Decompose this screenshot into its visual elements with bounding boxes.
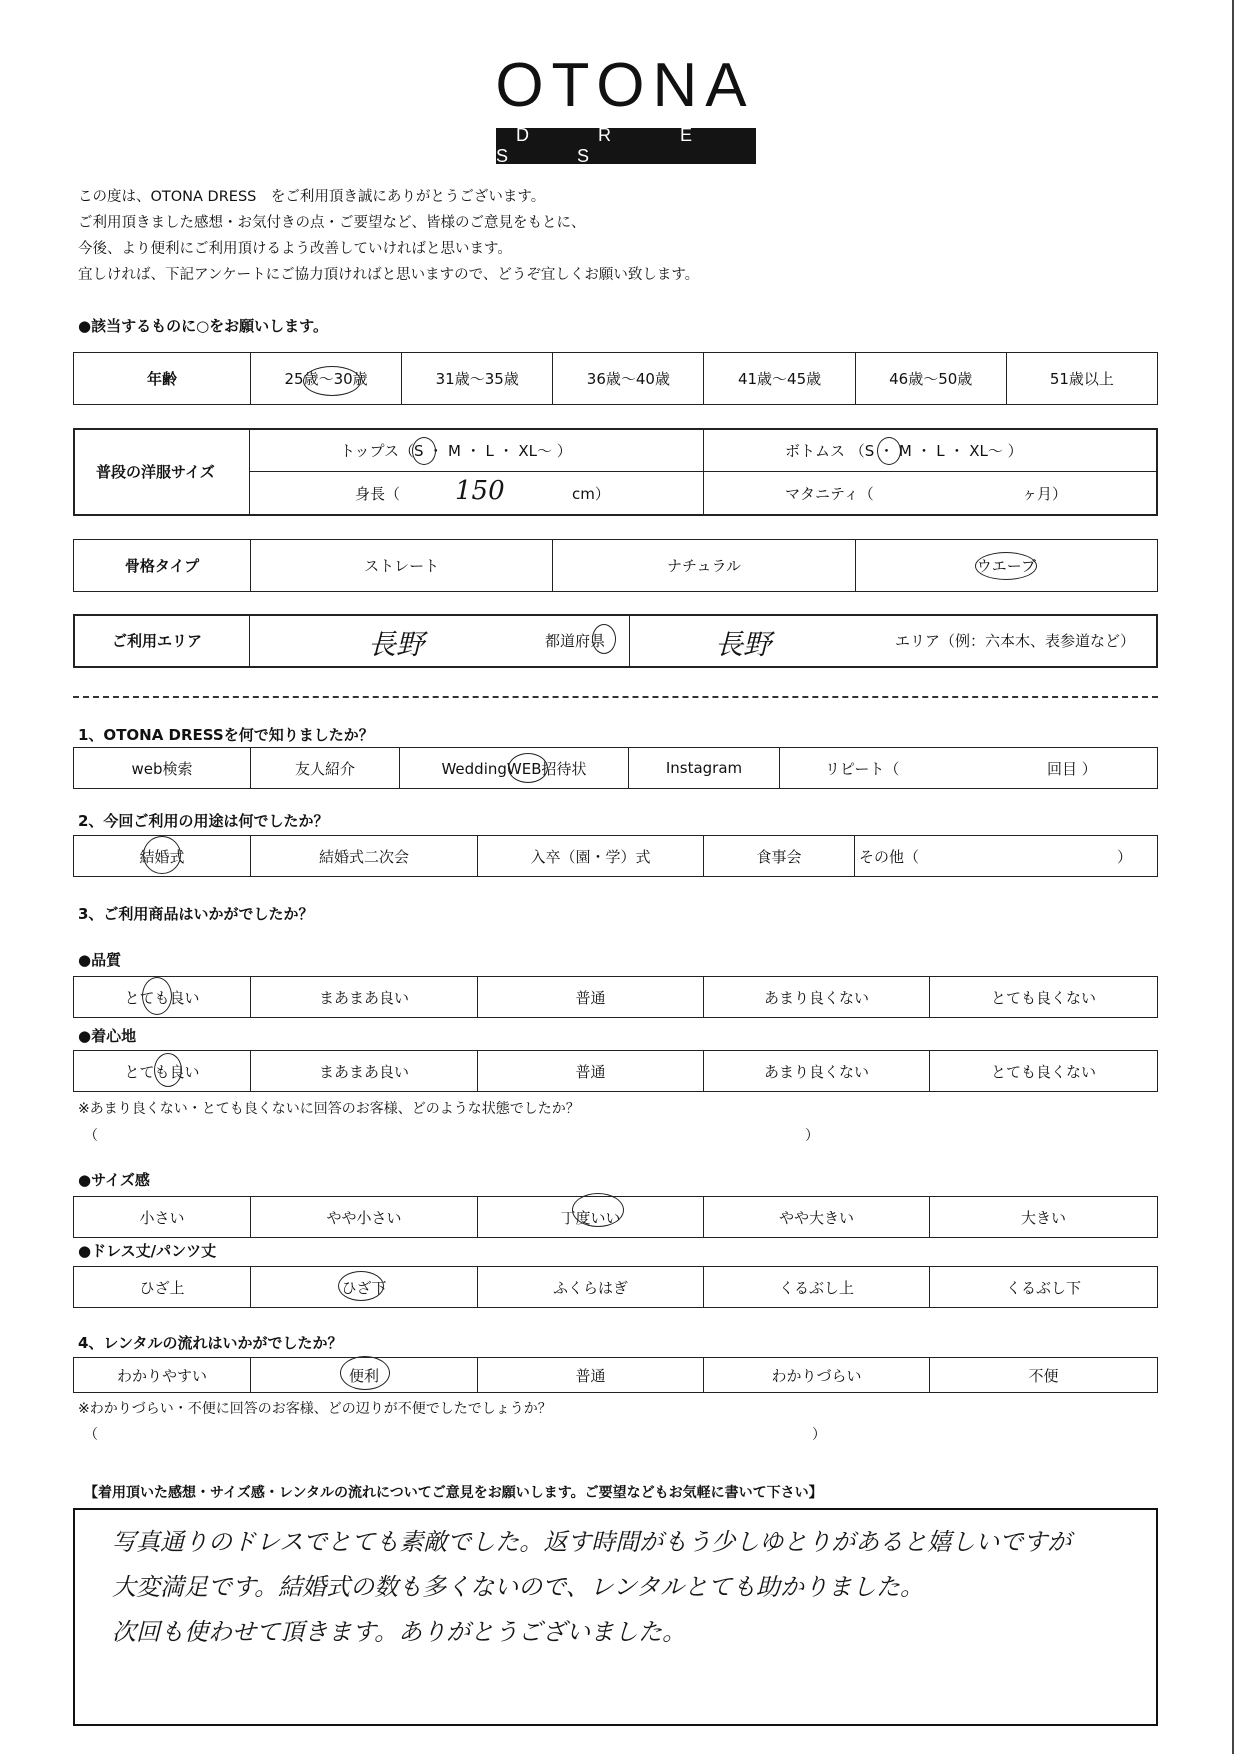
q3-title: 3、ご利用商品はいかがでしたか？ [78,905,314,923]
comment-line: 次回も使わせて頂きます。ありがとうございました。 [112,1618,687,1646]
height-unit: cm） [572,485,610,503]
selection-circle [340,1356,390,1390]
q4-option[interactable]: 不便 [930,1358,1158,1393]
selection-circle [143,836,181,874]
age-option[interactable]: 46歳～50歳 [855,353,1006,405]
quality-option[interactable]: まあまあ良い [251,977,478,1018]
intro-line: 宜しければ、下記アンケートにご協力頂ければと思いますので、どうぞ宜しくお願い致します。 [78,267,700,283]
area-divider [629,614,630,668]
tops-size[interactable]: トップス（S ・ M ・ L ・ XL～ ） [340,442,572,460]
q2-option[interactable]: 食事会 [704,836,855,877]
q4-option[interactable]: わかりづらい [704,1358,930,1393]
body-type-option[interactable]: ストレート [251,540,553,592]
q1-option[interactable]: WeddingWEB招待状 [400,748,629,789]
q4-note: ※わかりづらい・不便に回答のお客様、どの辺りが不便でしたでしょうか？ [78,1401,552,1417]
size-feel-label: ●サイズ感 [78,1171,150,1189]
area-divider [249,614,250,668]
intro-line: この度は、OTONA DRESS をご利用頂き誠にありがとうございます。 [78,189,546,205]
body-type-option[interactable]: ナチュラル [553,540,855,592]
section-divider [73,696,1158,698]
comfort-paren-open: （ [84,1128,98,1144]
quality-option[interactable]: とても良い [74,977,251,1018]
quality-option[interactable]: 普通 [478,977,704,1018]
area-value[interactable]: 長野 [715,628,772,661]
scan-edge-line [1232,0,1234,1754]
selection-circle [877,437,901,465]
instruction-heading: ●該当するものに○をお願いします。 [78,317,328,335]
length-label: ●ドレス丈/パンツ丈 [78,1242,217,1260]
selection-circle [142,977,172,1015]
q2-option[interactable]: 入卒（園・学）式 [478,836,704,877]
maternity-label: マタニティ（ [785,485,874,503]
q2-other-option[interactable]: その他（ [855,836,1118,877]
selection-circle [338,1271,384,1301]
size-feel-option[interactable]: 丁度いい [478,1197,704,1238]
q2-other-close: ） [1117,836,1158,877]
q2-option[interactable]: 結婚式 [74,836,251,877]
age-option[interactable]: 36歳～40歳 [553,353,704,405]
q4-paren-close: ） [812,1427,826,1443]
q1-option[interactable]: Instagram [629,748,780,789]
length-option[interactable]: ひざ下 [251,1267,478,1308]
quality-table [73,976,1158,1018]
brand-logo-text: OTONA [495,51,755,120]
selection-circle [303,366,361,396]
age-option[interactable]: 51歳以上 [1006,353,1157,405]
comment-line: 大変満足です。結婚式の数も多くないので、レンタルとても助かりました。 [112,1573,925,1601]
comfort-option[interactable]: まあまあ良い [251,1051,478,1092]
length-option[interactable]: くるぶし上 [704,1267,930,1308]
q4-title: 4、レンタルの流れはいかがでしたか？ [78,1334,343,1352]
intro-text [78,184,699,288]
age-option[interactable]: 41歳～45歳 [704,353,855,405]
q2-title: 2、今回ご利用の用途は何でしたか？ [78,812,329,830]
prefecture-value[interactable]: 長野 [368,628,425,661]
length-option[interactable]: ひざ上 [74,1267,251,1308]
q4-option[interactable]: 普通 [478,1358,704,1393]
comfort-option[interactable]: 普通 [478,1051,704,1092]
size-divider [249,471,1158,472]
q1-option[interactable]: 友人紹介 [251,748,400,789]
q4-table [73,1357,1158,1393]
comfort-option[interactable]: とても良い [74,1051,251,1092]
q4-option[interactable]: 便利 [251,1358,478,1393]
height-value[interactable]: 150 [455,476,505,506]
comfort-option[interactable]: とても良くない [930,1051,1158,1092]
selection-circle [592,624,616,654]
selection-circle [975,552,1037,580]
q1-table [73,747,1158,789]
size-feel-option[interactable]: 小さい [74,1197,251,1238]
q1-title: 1、OTONA DRESSを何で知りましたか？ [78,726,374,744]
comfort-note: ※あまり良くない・とても良くないに回答のお客様、どのような状態でしたか？ [78,1101,580,1117]
comment-line: 写真通りのドレスでとても素敵でした。返す時間がもう少しゆとりがあると嬉しいですが [112,1528,1072,1556]
q1-repeat-count: 回目 ） [1047,748,1158,789]
length-option[interactable]: くるぶし下 [930,1267,1158,1308]
intro-line: ご利用頂きました感想・お気付きの点・ご要望など、皆様のご意見をもとに、 [78,215,586,231]
area-label: ご利用エリア [112,632,203,650]
size-label: 普段の洋服サイズ [96,463,215,481]
size-divider [703,428,704,516]
selection-circle [154,1053,182,1087]
body-type-option[interactable]: ウエーブ [855,540,1157,592]
q1-option[interactable]: web検索 [74,748,251,789]
quality-option[interactable]: あまり良くない [704,977,930,1018]
comfort-option[interactable]: あまり良くない [704,1051,930,1092]
q4-option[interactable]: わかりやすい [74,1358,251,1393]
age-option[interactable]: 31歳～35歳 [402,353,553,405]
selection-circle [572,1193,624,1227]
length-option[interactable]: ふくらはぎ [478,1267,704,1308]
quality-label: ●品質 [78,951,122,969]
age-label: 年齢 [74,353,251,405]
q2-option[interactable]: 結婚式二次会 [251,836,478,877]
intro-line: 今後、より便利にご利用頂けるよう改善していければと思います。 [78,241,512,257]
body-type-label: 骨格タイプ [74,540,251,592]
q2-table [73,835,1158,877]
q4-paren-open: （ [84,1427,98,1443]
selection-circle [508,753,548,783]
area-example-label: エリア（例：六本木、表参道など） [895,632,1136,650]
selection-circle [412,437,436,465]
comfort-label: ●着心地 [78,1027,137,1045]
prefecture-label: 都道府県 [545,632,606,650]
maternity-unit: ヶ月） [1022,485,1068,503]
age-table [73,352,1158,405]
size-feel-option[interactable]: やや小さい [251,1197,478,1238]
size-divider [249,428,250,516]
length-table [73,1266,1158,1308]
quality-option[interactable]: とても良くない [930,977,1158,1018]
comfort-paren-close: ） [805,1128,819,1144]
q1-repeat-option[interactable]: リピート（ [780,748,1048,789]
height-label: 身長（ [355,485,401,503]
size-feel-option[interactable]: 大きい [930,1197,1158,1238]
size-feel-option[interactable]: やや大きい [704,1197,930,1238]
comment-header: 【着用頂いた感想・サイズ感・レンタルの流れについてご意見をお願いします。ご要望などもお気軽に書いて下さい】 [84,1485,823,1501]
age-option[interactable]: 25歳～30歳 [251,353,402,405]
bottoms-size[interactable]: ボトムス （S ・ M ・ L ・ XL～ ） [785,442,1023,460]
brand-logo-sub: D R E S S [496,128,756,164]
comfort-table [73,1050,1158,1092]
